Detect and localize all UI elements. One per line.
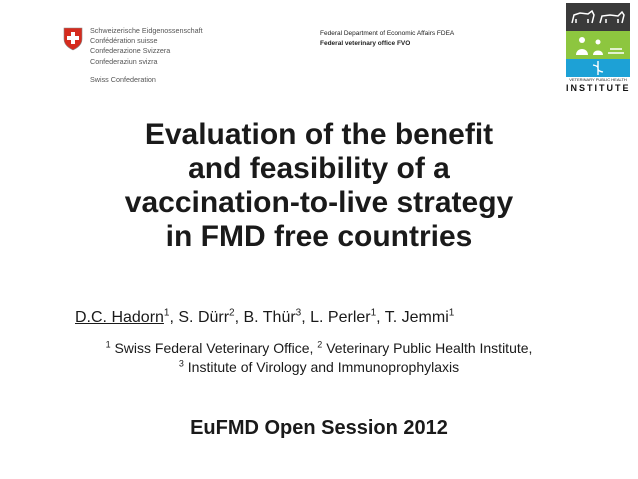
author-name: L. Perler [310,309,371,326]
affiliation-text: Veterinary Public Health Institute, [326,340,533,356]
author-affiliation-mark: 1 [163,307,170,319]
institute-label: VETERINARY PUBLIC HEALTH [569,77,627,82]
event-title: EuFMD Open Session 2012 [190,417,448,439]
author-name: D.C. Hadorn [75,309,164,326]
author-separator: , [376,309,385,326]
vphi-logo [566,3,630,93]
author-name: S. Dürr [178,309,230,326]
affiliation-mark: 2 [317,339,323,350]
logo-people-band [566,31,630,59]
confederation-line: Schweizerische Eidgenossenschaft [90,26,203,35]
affiliation-line [0,358,638,377]
author-name: B. Thür [243,309,296,326]
office-name: Federal veterinary office FVO [320,40,411,47]
affiliation-text: Institute of Virology and Immunoprophylaxis [187,359,460,375]
title-line: and feasibility of a [188,152,450,185]
header [0,0,638,100]
affiliation-line [0,339,638,358]
caduceus-icon [566,59,630,77]
swiss-coat-of-arms-icon [63,27,83,51]
author-affiliation-mark: 3 [295,307,302,319]
title-line: in FMD free countries [165,220,473,253]
affiliation-mark: 1 [105,339,111,350]
author-name: T. Jemmi [384,309,449,326]
department-name: Federal Department of Economic Affairs FDEA [320,30,455,37]
author-separator: , [169,309,179,326]
author-list [75,309,454,327]
confederation-line: Confederazione Svizzera [90,46,171,56]
title-line: Evaluation of the benefit [144,118,494,151]
title-line: vaccination-to-live strategy [124,186,514,219]
author-separator: , [234,309,244,326]
logo-animals-band [566,3,630,31]
slide-title [0,118,638,254]
author-affiliation-mark: 1 [370,307,377,319]
people-icon [566,31,630,59]
affiliation-mark: 3 [178,358,184,369]
confederation-line: Confédération suisse [90,36,158,46]
author-separator: , [301,309,311,326]
affiliations [0,339,638,377]
confederation-names [90,26,203,85]
confederation-line: Confederaziun svizra [90,56,158,66]
author-affiliation-mark: 2 [229,307,235,319]
institute-title: INSTITUTE [566,83,631,93]
logo-health-band [566,59,630,77]
affiliation-text: Swiss Federal Veterinary Office, [114,340,318,356]
department-block [320,29,454,49]
animals-icon [566,3,630,31]
confederation-sub: Swiss Confederation [90,74,156,84]
author-affiliation-mark: 1 [448,307,455,319]
